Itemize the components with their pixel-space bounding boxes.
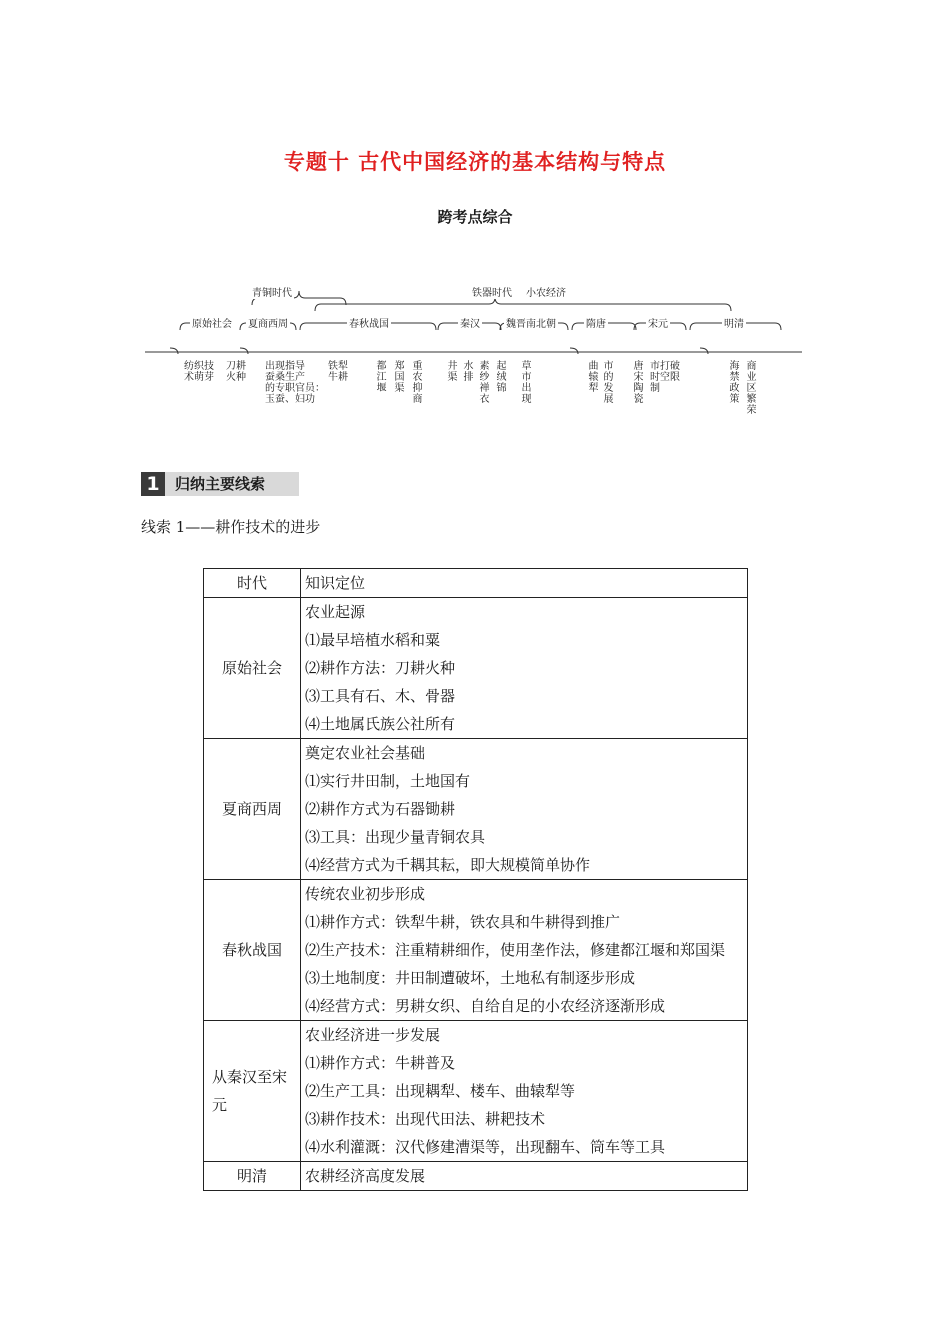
timeline-item: 曲辕犁 bbox=[588, 361, 599, 394]
timeline-item: 纺织技 术萌芽 bbox=[184, 361, 214, 383]
knowledge-line: ⑷经营方式为千耦其耘，即大规模简单协作 bbox=[305, 856, 591, 874]
period-spring-autumn: 春秋战国 bbox=[347, 315, 391, 330]
clue-heading: 线索 1——耕作技术的进步 bbox=[141, 518, 321, 536]
timeline-item: 起绒锦 bbox=[496, 361, 507, 394]
column-header-era: 时代 bbox=[204, 569, 301, 598]
timeline-item: 出现指导 蚕桑生产 的专职官员： 玉蚕、妇功 bbox=[265, 361, 325, 405]
timeline-item: 市打破 时空限 制 bbox=[650, 361, 680, 394]
period-song-yuan: 宋元 bbox=[646, 315, 670, 330]
knowledge-line: ⑴实行井田制，土地国有 bbox=[305, 772, 471, 790]
knowledge-table bbox=[203, 568, 748, 1191]
knowledge-line: 农耕经济高度发展 bbox=[305, 1167, 426, 1185]
knowledge-line: 奠定农业社会基础 bbox=[305, 744, 426, 762]
section-header bbox=[141, 472, 299, 496]
knowledge-line: ⑶工具：出现少量青铜农具 bbox=[305, 828, 486, 846]
knowledge-line: ⑴耕作方式：牛耕普及 bbox=[305, 1054, 456, 1072]
section-number: 1 bbox=[141, 472, 165, 496]
timeline-item: 唐宋陶瓷 bbox=[633, 361, 644, 405]
knowledge-cell bbox=[301, 598, 748, 739]
era-cell: 明清 bbox=[204, 1162, 301, 1191]
knowledge-line: ⑷土地属氏族公社所有 bbox=[305, 715, 456, 733]
timeline-item: 素纱禅衣 bbox=[479, 361, 490, 405]
timeline-item: 海禁政策 bbox=[729, 361, 740, 405]
timeline-item: 商业区繁荣 bbox=[746, 361, 757, 416]
timeline-item: 刀耕 火种 bbox=[226, 361, 246, 383]
knowledge-line: ⑷水利灌溉：汉代修建漕渠等，出现翻车、筒车等工具 bbox=[305, 1138, 666, 1156]
table-row bbox=[204, 739, 748, 880]
table-row bbox=[204, 880, 748, 1021]
era-cell: 从秦汉至宋元 bbox=[204, 1021, 301, 1162]
knowledge-line: ⑶工具有石、木、骨器 bbox=[305, 687, 456, 705]
knowledge-line: 农业经济进一步发展 bbox=[305, 1026, 441, 1044]
period-ming-qing: 明清 bbox=[722, 315, 746, 330]
knowledge-line: ⑶耕作技术：出现代田法、耕耙技术 bbox=[305, 1110, 546, 1128]
period-sui-tang: 隋唐 bbox=[584, 315, 608, 330]
knowledge-line: ⑷经营方式：男耕女织、自给自足的小农经济逐渐形成 bbox=[305, 997, 666, 1015]
timeline-item: 郑国渠 bbox=[394, 361, 405, 394]
knowledge-line: ⑵耕作方式为石器锄耕 bbox=[305, 800, 456, 818]
period-wei-jin: 魏晋南北朝 bbox=[504, 315, 558, 330]
period-qin-han: 秦汉 bbox=[458, 315, 482, 330]
timeline-item: 都江堰 bbox=[376, 361, 387, 394]
knowledge-line: ⑴最早培植水稻和粟 bbox=[305, 631, 441, 649]
page-subtitle: 跨考点综合 bbox=[437, 208, 513, 226]
period-primitive: 原始社会 bbox=[190, 315, 234, 330]
knowledge-cell bbox=[301, 880, 748, 1021]
knowledge-line: ⑵耕作方法：刀耕火种 bbox=[305, 659, 456, 677]
knowledge-line: 农业起源 bbox=[305, 603, 366, 621]
era-cell: 春秋战国 bbox=[204, 880, 301, 1021]
timeline-item: 草市出现 bbox=[521, 361, 532, 405]
knowledge-cell bbox=[301, 739, 748, 880]
timeline-item: 水排 bbox=[463, 361, 474, 383]
group-iron-age: 铁器时代 bbox=[470, 284, 514, 299]
era-cell: 夏商西周 bbox=[204, 739, 301, 880]
knowledge-cell bbox=[301, 1021, 748, 1162]
table-row bbox=[204, 598, 748, 739]
group-small-farming: 小农经济 bbox=[524, 284, 568, 299]
page-title: 专题十 古代中国经济的基本结构与特点 bbox=[283, 150, 667, 174]
timeline-item: 铁犁 牛耕 bbox=[328, 361, 348, 383]
section-title: 归纳主要线索 bbox=[175, 475, 266, 493]
table-row bbox=[204, 1162, 748, 1191]
knowledge-line: 传统农业初步形成 bbox=[305, 885, 426, 903]
timeline-item: 井渠 bbox=[447, 361, 458, 383]
era-cell: 原始社会 bbox=[204, 598, 301, 739]
column-header-knowledge: 知识定位 bbox=[301, 569, 748, 598]
knowledge-line: ⑵生产工具：出现耦犁、楼车、曲辕犁等 bbox=[305, 1082, 576, 1100]
knowledge-cell bbox=[301, 1162, 748, 1191]
timeline-item: 市的发展 bbox=[603, 361, 614, 405]
group-bronze-age: 青铜时代 bbox=[250, 284, 294, 299]
timeline-diagram bbox=[140, 275, 810, 425]
knowledge-line: ⑴耕作方式：铁犁牛耕，铁农具和牛耕得到推广 bbox=[305, 913, 621, 931]
table-header-row bbox=[204, 569, 748, 598]
table-row bbox=[204, 1021, 748, 1162]
period-xia-shang-zhou: 夏商西周 bbox=[246, 315, 290, 330]
timeline-item: 重农抑商 bbox=[412, 361, 423, 405]
knowledge-line: ⑵生产技术：注重精耕细作，使用垄作法，修建都江堰和郑国渠 bbox=[305, 941, 726, 959]
knowledge-line: ⑶土地制度：井田制遭破坏，土地私有制逐步形成 bbox=[305, 969, 636, 987]
